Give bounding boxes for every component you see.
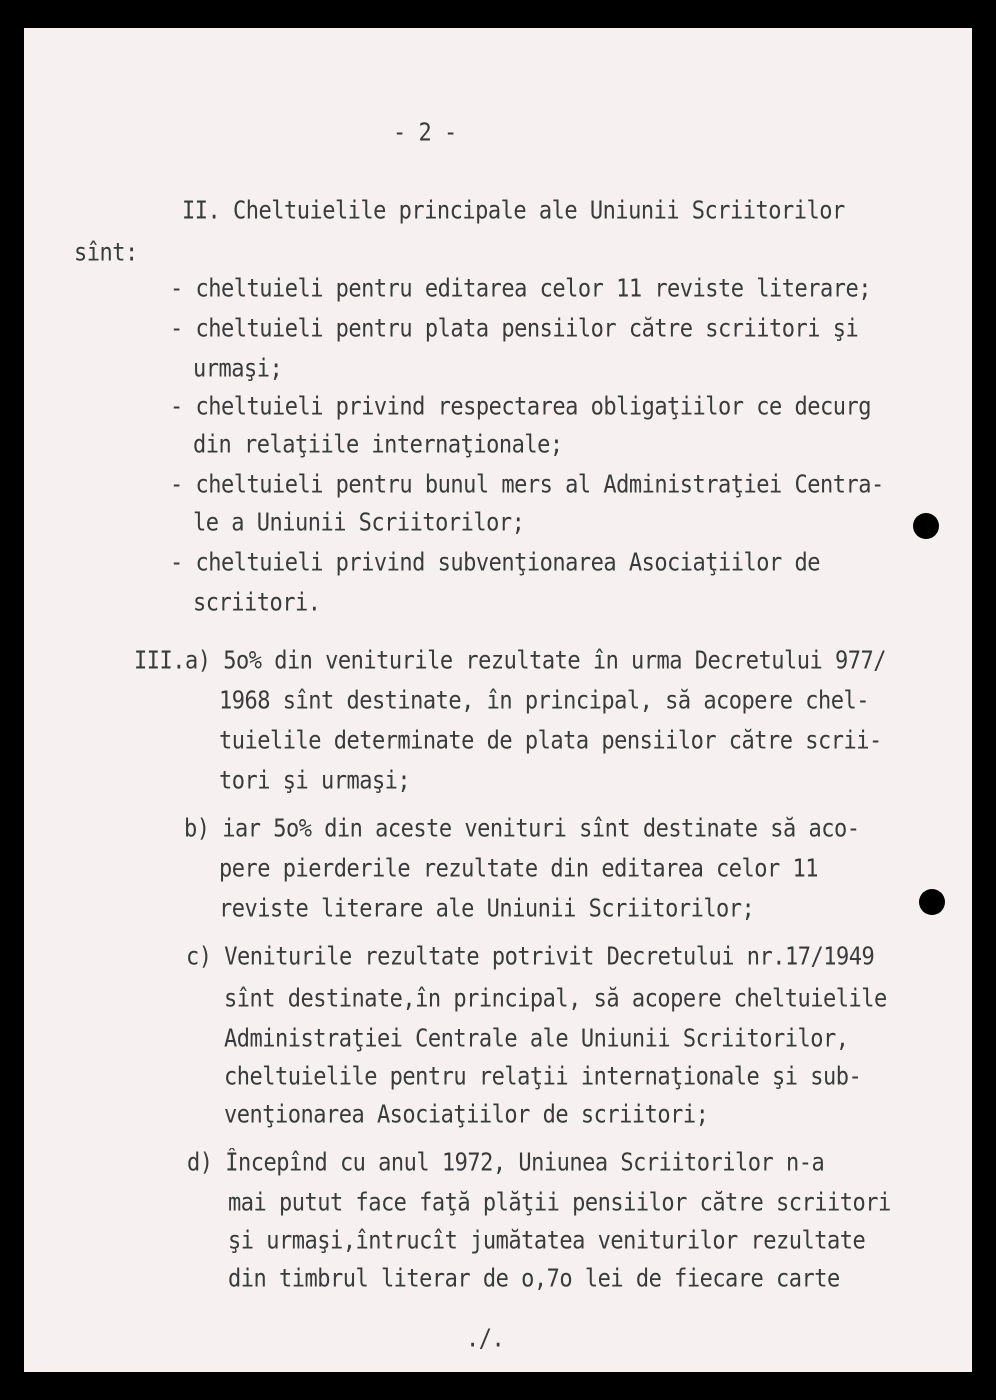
list-item: scriitori. xyxy=(193,589,321,618)
page-number: - 2 - xyxy=(393,119,457,148)
paragraph-iii-a-line: 1968 sînt destinate, în principal, să acopere chel- xyxy=(219,687,870,716)
list-item: - cheltuieli privind subvenţionarea Asociaţiilor de xyxy=(170,549,821,578)
paragraph-iii-a-line: tuielile determinate de plata pensiilor către scrii- xyxy=(219,727,882,756)
paragraph-iii-c-line: c) Veniturile rezultate potrivit Decretului nr.17/1949 xyxy=(186,943,875,972)
document-page xyxy=(24,28,972,1372)
paragraph-iii-b-line: b) iar 5o% din aceste venituri sînt destinate să aco- xyxy=(184,815,860,844)
list-item: le a Uniunii Scriitorilor; xyxy=(193,509,525,538)
paragraph-iii-c-line: venţionarea Asociaţiilor de scriitori; xyxy=(224,1101,709,1130)
paragraph-iii-c-line: Administraţiei Centrale ale Uniunii Scriitorilor, xyxy=(224,1025,849,1054)
paragraph-iii-d-line: d) Începînd cu anul 1972, Uniunea Scriitorilor n-a xyxy=(187,1149,825,1178)
list-item: - cheltuieli privind respectarea obligaţiilor ce decurg xyxy=(170,393,871,422)
list-item: - cheltuieli pentru editarea celor 11 reviste literare; xyxy=(170,275,871,304)
list-item: din relaţiile internaţionale; xyxy=(193,431,563,460)
paragraph-iii-b-line: reviste literare ale Uniunii Scriitorilor; xyxy=(219,895,755,924)
paragraph-iii-d-line: din timbrul literar de o,7o lei de fiecare carte xyxy=(228,1265,840,1294)
paragraph-iii-a-line: III.a) 5o% din veniturile rezultate în urma Decretului 977/ xyxy=(134,647,886,676)
paragraph-iii-a-line: tori şi urmaşi; xyxy=(219,767,411,796)
paragraph-iii-b-line: pere pierderile rezultate din editarea celor 11 xyxy=(219,855,819,884)
punch-hole xyxy=(913,513,939,539)
paragraph-iii-c-line: cheltuielile pentru relaţii internaţionale şi sub- xyxy=(224,1063,862,1092)
paragraph-iii-c-line: sînt destinate,în principal, să acopere cheltuielile xyxy=(224,985,887,1014)
continuation-mark: ./. xyxy=(466,1325,505,1354)
list-item: urmaşi; xyxy=(193,355,283,384)
list-item: - cheltuieli pentru plata pensiilor către scriitori şi xyxy=(170,315,859,344)
punch-hole xyxy=(919,889,945,915)
paragraph-iii-d-line: şi urmaşi,întrucît jumătatea veniturilor rezultate xyxy=(228,1227,866,1256)
section-ii-heading-cont: sînt: xyxy=(74,239,138,268)
paragraph-iii-d-line: mai putut face faţă plăţii pensiilor către scriitori xyxy=(228,1189,891,1218)
list-item: - cheltuieli pentru bunul mers al Administraţiei Centra- xyxy=(170,471,884,500)
section-ii-heading: II. Cheltuielile principale ale Uniunii Scriitorilor xyxy=(182,197,845,226)
